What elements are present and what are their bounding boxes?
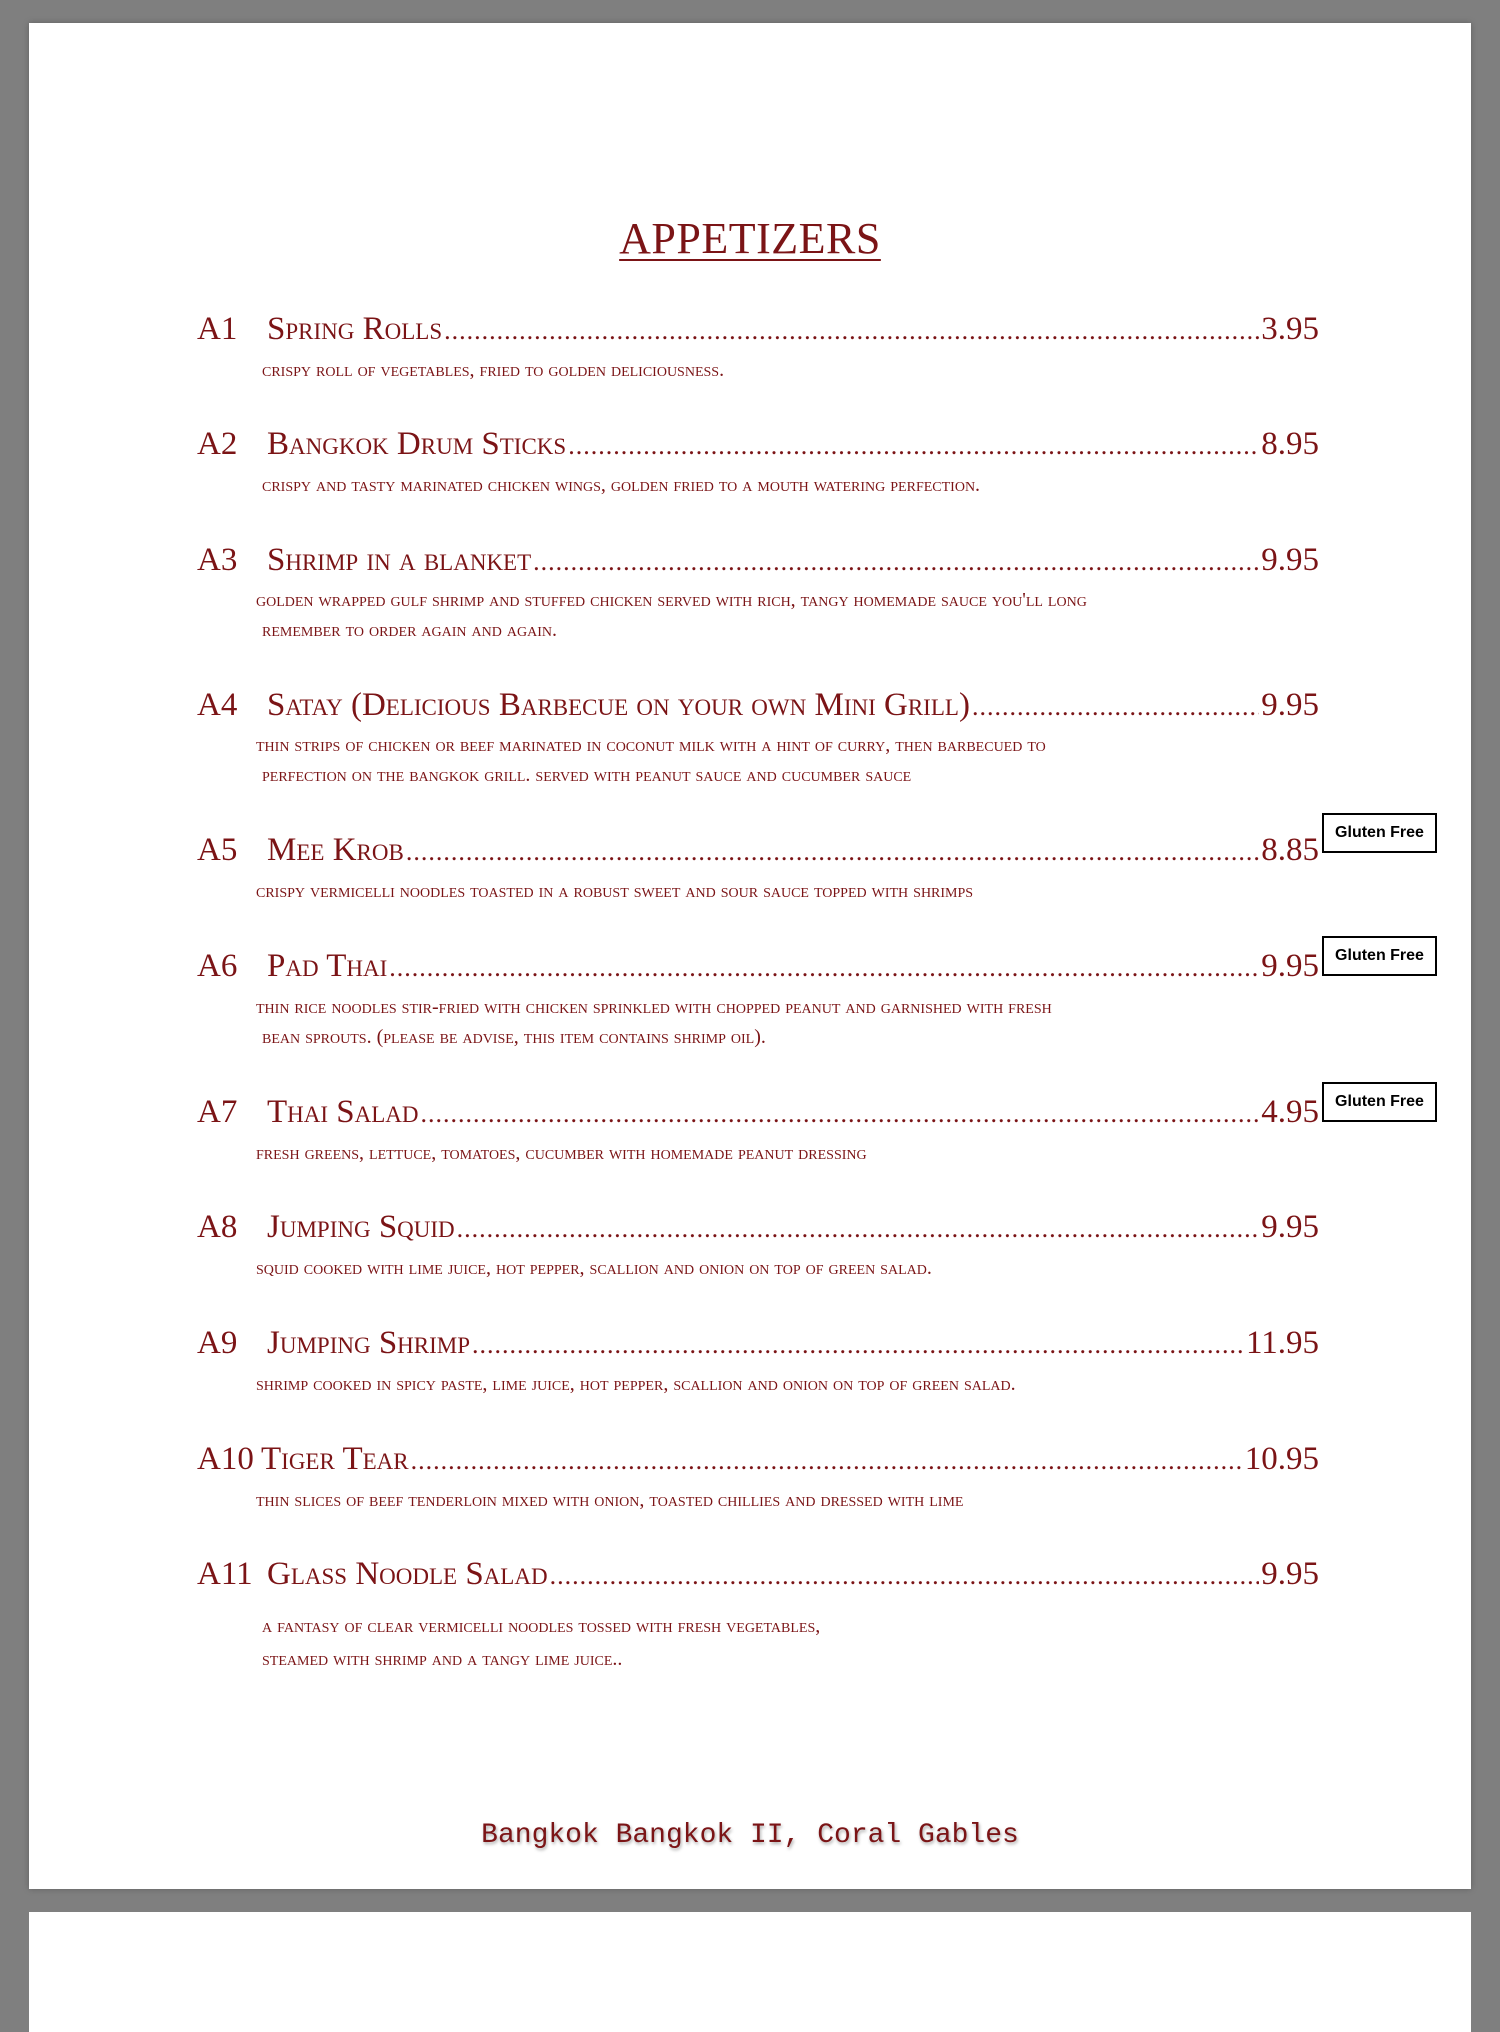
item-name: Spring Rolls [267,311,443,347]
menu-item-line [197,1325,1319,1369]
item-description-line: squid cooked with lime juice, hot pepper, scallion and onion on top of green salad. [256,1257,932,1279]
item-code: A5 [197,832,238,868]
item-description-line: perfection on the bangkok grill. served with peanut sauce and cucumber sauce [262,764,912,786]
item-name: Thai Salad [267,1094,419,1130]
dot-leader [389,953,1259,983]
dot-leader [533,547,1259,577]
menu-item-line [197,1556,1319,1600]
item-description-line: golden wrapped gulf shrimp and stuffed chicken served with rich, tangy homemade sauce you'll long [256,589,1087,611]
item-description-line: a fantasy of clear vermicelli noodles tossed with fresh vegetables, [262,1615,821,1637]
item-description-line: shrimp cooked in spicy paste, lime juice, hot pepper, scallion and onion on top of green salad. [256,1373,1016,1395]
next-page [29,1912,1471,2032]
item-description-line: crispy roll of vegetables, fried to golden deliciousness. [262,359,725,381]
item-description [256,585,1336,645]
dot-leader [550,1561,1260,1591]
item-name: Glass Noodle Salad [267,1556,548,1592]
dot-leader [444,316,1259,346]
item-price: 3.95 [1261,311,1319,347]
item-code: A1 [197,311,238,347]
gluten-free-badge: Gluten Free [1322,1082,1437,1122]
dot-leader [972,692,1259,722]
item-code: A7 [197,1094,238,1130]
item-price: 9.95 [1261,1209,1319,1245]
item-price: 9.95 [1261,1556,1319,1592]
item-description [262,355,1342,385]
menu-item-line [197,1441,1319,1485]
gluten-free-badge: Gluten Free [1322,813,1437,853]
item-name: Shrimp in a blanket [267,542,532,578]
item-name: Jumping Shrimp [267,1325,471,1361]
item-price: 11.95 [1245,1325,1319,1361]
restaurant-footer: Bangkok Bangkok II, Coral Gables [481,1820,1019,1851]
menu-item-line [197,948,1319,992]
item-price: 10.95 [1244,1441,1319,1477]
item-description [262,1610,1342,1676]
item-description [256,876,1336,906]
gluten-free-badge: Gluten Free [1322,936,1437,976]
item-code: A2 [197,426,238,462]
item-price: 9.95 [1261,948,1319,984]
item-name: Bangkok Drum Sticks [267,426,567,462]
item-description [256,1485,1336,1515]
dot-leader [411,1446,1243,1476]
item-description-line: bean sprouts. (please be advise, this item contains shrimp oil). [262,1026,766,1048]
dot-leader [457,1214,1260,1244]
menu-item-line [197,1094,1319,1138]
item-description [256,1138,1336,1168]
item-description-line: fresh greens, lettuce, tomatoes, cucumber with homemade peanut dressing [256,1142,867,1164]
item-description [262,470,1342,500]
menu-item-line [197,311,1319,355]
item-price: 8.95 [1261,426,1319,462]
item-price: 4.95 [1261,1094,1319,1130]
dot-leader [406,837,1259,867]
item-code: A11 [197,1556,253,1592]
item-description-line: crispy and tasty marinated chicken wings, golden fried to a mouth watering perfection. [262,474,981,496]
item-code: A6 [197,948,238,984]
page-title: APPETIZERS [619,214,881,263]
menu-item-line [197,1209,1319,1253]
item-price: 9.95 [1261,687,1319,723]
item-name: Pad Thai [267,948,388,984]
item-description-line: thin slices of beef tenderloin mixed with onion, toasted chillies and dressed with lime [256,1489,964,1511]
item-description [256,730,1336,790]
item-description [256,1369,1336,1399]
item-description [256,1253,1336,1283]
item-description-line: thin rice noodles stir-fried with chicken sprinkled with chopped peanut and garnished with fresh [256,996,1052,1018]
item-name: Mee Krob [267,832,404,868]
item-description-line: thin strips of chicken or beef marinated in coconut milk with a hint of curry, then barbecued to [256,734,1046,756]
item-price: 8.85 [1261,832,1319,868]
item-description-line: remember to order again and again. [262,619,557,641]
item-price: 9.95 [1261,542,1319,578]
menu-page [29,23,1471,1889]
item-name: Tiger Tear [261,1441,409,1477]
dot-leader [421,1099,1260,1129]
item-code: A3 [197,542,238,578]
item-description-line: steamed with shrimp and a tangy lime juice.. [262,1648,623,1670]
item-description-line: crispy vermicelli noodles toasted in a robust sweet and sour sauce topped with shrimps [256,880,974,902]
dot-leader [568,431,1259,461]
item-description [256,992,1336,1052]
menu-item-line [197,687,1319,731]
item-code: A9 [197,1325,238,1361]
item-name: Jumping Squid [267,1209,455,1245]
item-code: A4 [197,687,238,723]
menu-item-line [197,542,1319,586]
item-code: A8 [197,1209,238,1245]
menu-item-line [197,426,1319,470]
menu-item-line [197,832,1319,876]
dot-leader [472,1330,1244,1360]
item-code: A10 [197,1441,254,1477]
item-name: Satay (Delicious Barbecue on your own Mini Grill) [267,687,970,723]
